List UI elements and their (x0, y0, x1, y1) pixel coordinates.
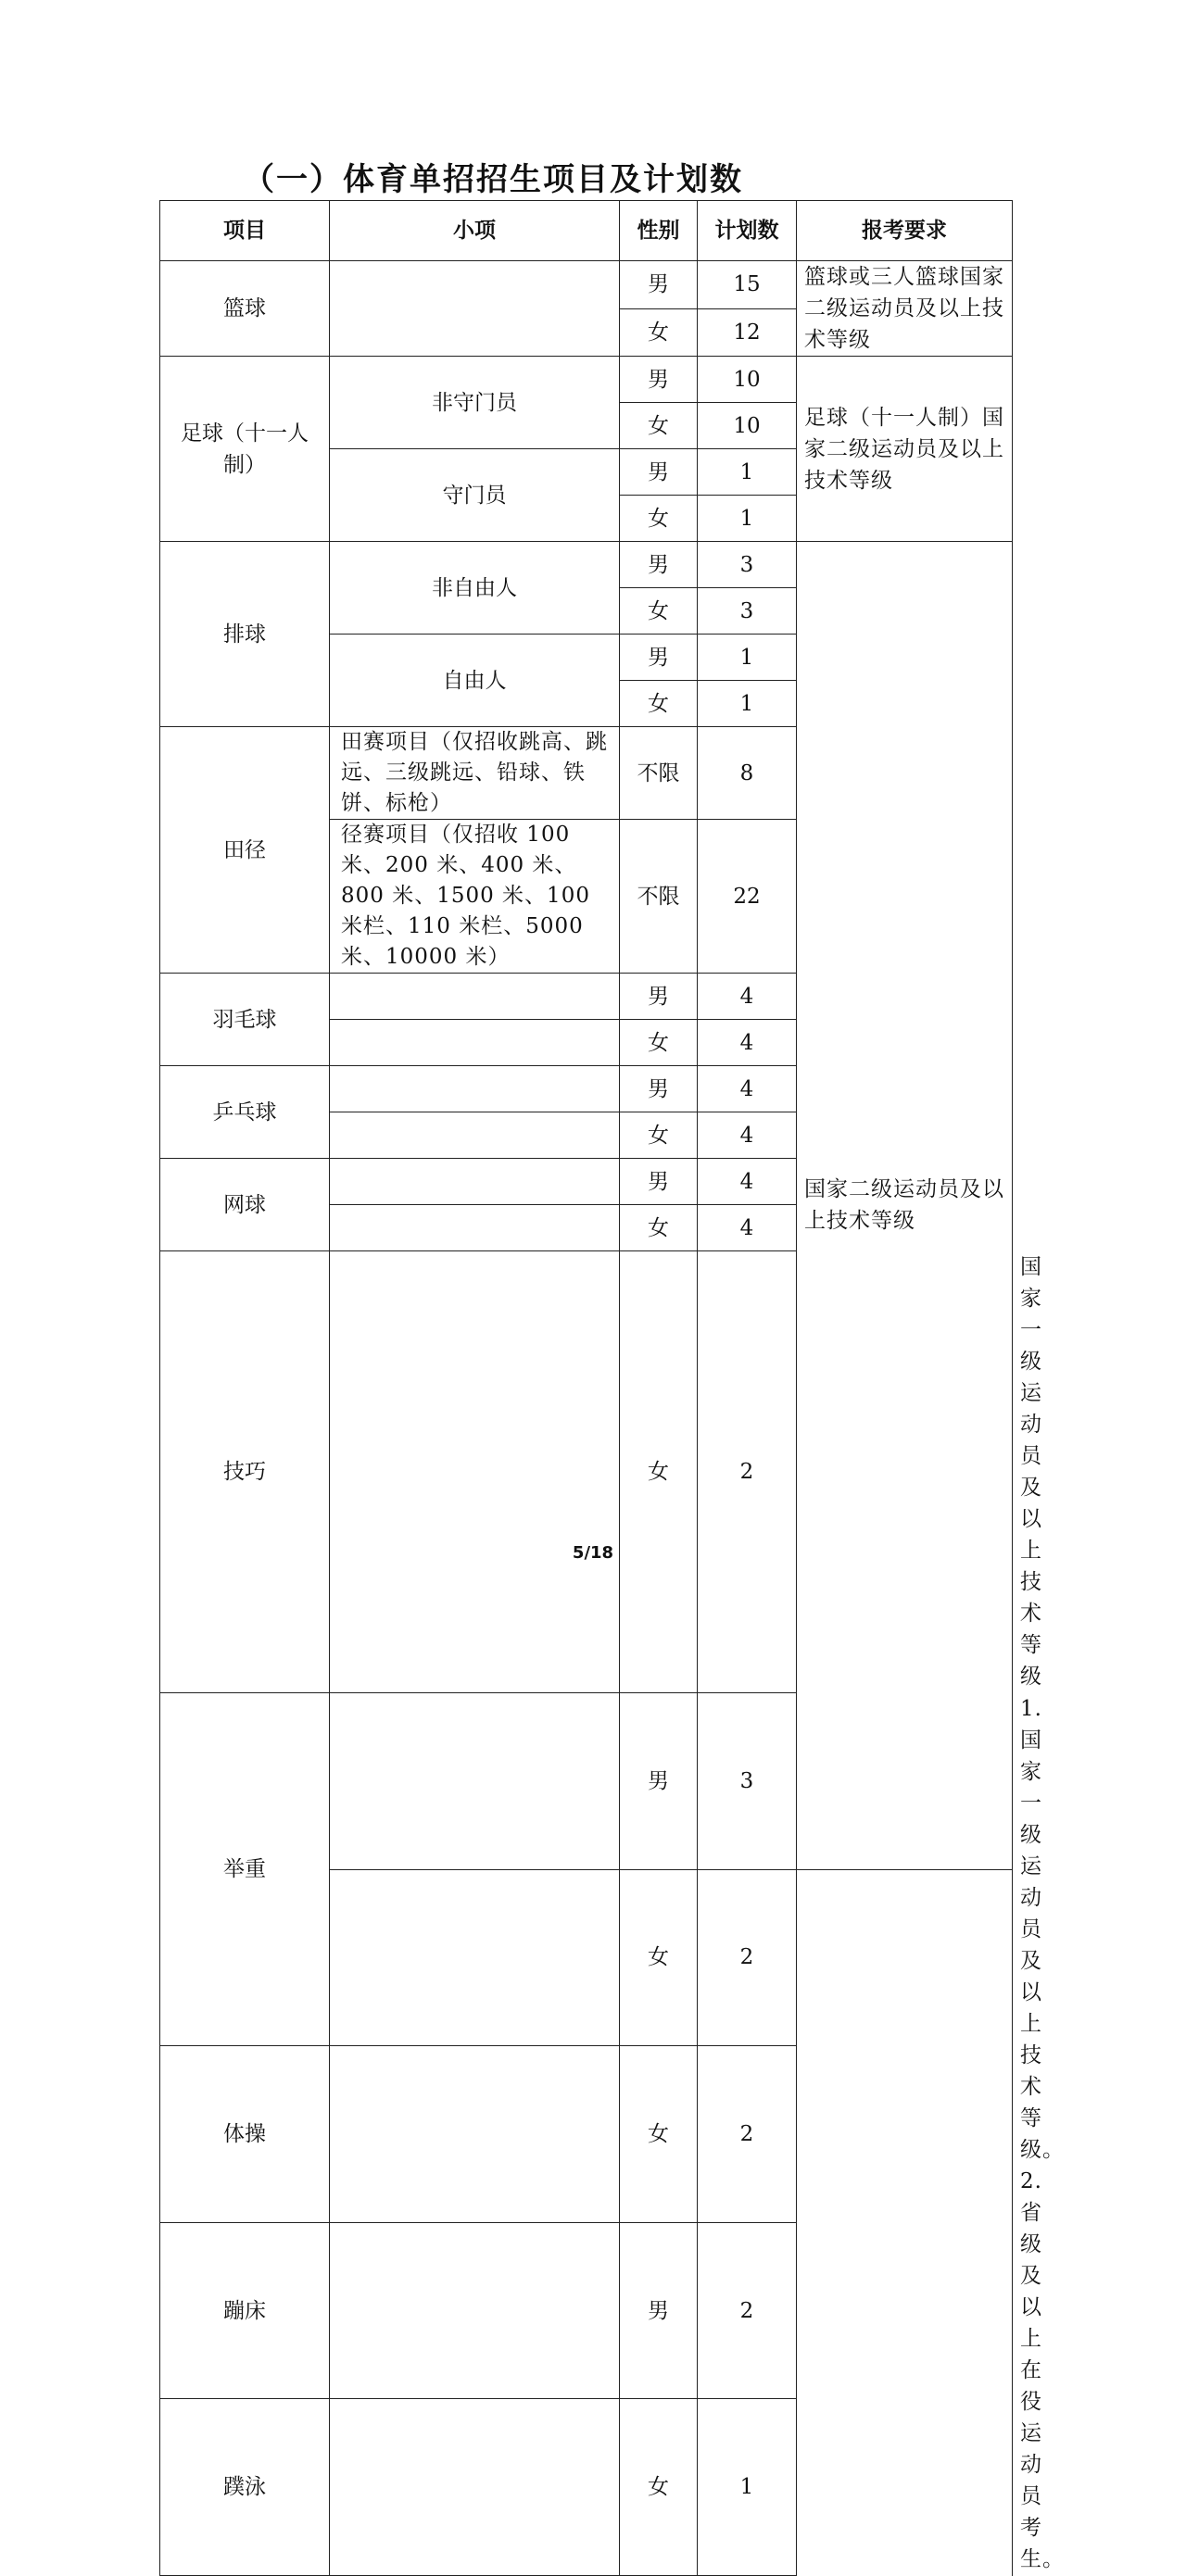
table-row (160, 357, 1013, 403)
item-cell: 蹦床 (160, 2222, 330, 2399)
gender-cell: 男 (620, 357, 698, 403)
requirement-cell: 足球（十一人制）国家二级运动员及以上技术等级 (797, 357, 1013, 542)
requirement-cell: 国家二级运动员及以上技术等级 (797, 542, 1013, 1870)
gender-cell: 女 (620, 496, 698, 542)
plan-cell: 2 (698, 2046, 797, 2223)
gender-cell: 女 (620, 308, 698, 357)
gender-cell: 男 (620, 261, 698, 309)
plan-cell: 4 (698, 974, 797, 1020)
item-cell: 田径 (160, 727, 330, 974)
plan-cell: 10 (698, 357, 797, 403)
plan-cell: 1 (698, 681, 797, 727)
sub-cell (330, 1112, 620, 1159)
plan-cell: 2 (698, 2222, 797, 2399)
item-cell: 体操 (160, 2046, 330, 2223)
page-number: 5/18 (572, 1543, 614, 1563)
plan-cell: 2 (698, 1251, 797, 1693)
gender-cell: 男 (620, 974, 698, 1020)
item-cell: 羽毛球 (160, 974, 330, 1066)
item-cell: 蹼泳 (160, 2399, 330, 2576)
plan-cell: 4 (698, 1112, 797, 1159)
sub-cell (330, 1020, 620, 1066)
plan-cell: 3 (698, 588, 797, 635)
table-row (160, 2046, 1013, 2223)
header-sub: 小项 (330, 201, 620, 261)
plan-cell: 1 (698, 496, 797, 542)
gender-cell: 男 (620, 1066, 698, 1112)
item-cell: 排球 (160, 542, 330, 727)
sub-cell: 非自由人 (330, 542, 620, 635)
gender-cell: 女 (620, 588, 698, 635)
gender-cell: 女 (620, 403, 698, 449)
item-cell: 乒乓球 (160, 1066, 330, 1159)
sub-cell (330, 1251, 620, 1693)
sub-cell (330, 2046, 620, 2223)
sub-cell: 非守门员 (330, 357, 620, 449)
gender-cell: 女 (620, 2399, 698, 2576)
gender-cell: 男 (620, 449, 698, 496)
item-cell: 技巧 (160, 1251, 330, 1693)
table-row (160, 2399, 1013, 2576)
gender-cell: 女 (620, 1020, 698, 1066)
plan-cell: 3 (698, 1693, 797, 1870)
plan-cell: 12 (698, 308, 797, 357)
plan-cell: 4 (698, 1159, 797, 1205)
plan-cell: 15 (698, 261, 797, 309)
sub-cell: 守门员 (330, 449, 620, 542)
table-row (160, 542, 1013, 588)
table-row: 举重 男 3 1. 国家一级运动员及以上技术等级。 2. 省级及以上在役运动员考生。 (160, 1693, 1013, 1870)
sub-cell: 自由人 (330, 635, 620, 727)
sub-cell (330, 261, 620, 357)
table-header-row (160, 201, 1013, 261)
sub-cell: 田赛项目（仅招收跳高、跳远、三级跳远、铅球、铁饼、标枪） (330, 727, 620, 820)
item-cell: 篮球 (160, 261, 330, 357)
gender-cell: 女 (620, 1251, 698, 1693)
plan-cell: 4 (698, 1205, 797, 1251)
item-cell: 举重 (160, 1693, 330, 2046)
enrollment-plan-table (159, 200, 1065, 2576)
gender-cell: 男 (620, 1159, 698, 1205)
plan-cell: 22 (698, 820, 797, 974)
plan-cell: 3 (698, 542, 797, 588)
sub-cell (330, 974, 620, 1020)
item-cell: 足球（十一人制） (160, 357, 330, 542)
item-cell: 网球 (160, 1159, 330, 1251)
plan-cell: 8 (698, 727, 797, 820)
sub-cell (330, 2399, 620, 2576)
plan-cell: 4 (698, 1066, 797, 1112)
plan-cell: 10 (698, 403, 797, 449)
sub-cell (330, 2222, 620, 2399)
header-item: 项目 (160, 201, 330, 261)
header-requirement: 报考要求 (797, 201, 1013, 261)
header-gender: 性别 (620, 201, 698, 261)
gender-cell: 女 (620, 1112, 698, 1159)
table-row: 技巧 女 2 国家一级运动员及以上技术等级 (160, 1251, 1013, 1693)
gender-cell: 女 (620, 2046, 698, 2223)
gender-cell: 男 (620, 1693, 698, 1870)
gender-cell: 女 (620, 1205, 698, 1251)
sub-cell (330, 1693, 620, 1870)
section-title: （一）体育单招招生项目及计划数 (243, 161, 743, 198)
plan-cell: 2 (698, 1869, 797, 2046)
plan-cell: 1 (698, 635, 797, 681)
plan-cell: 1 (698, 2399, 797, 2576)
table-row (160, 261, 1013, 309)
gender-cell: 不限 (620, 820, 698, 974)
plan-cell: 1 (698, 449, 797, 496)
sub-cell (330, 1066, 620, 1112)
gender-cell: 男 (620, 635, 698, 681)
sub-cell (330, 1205, 620, 1251)
gender-cell: 不限 (620, 727, 698, 820)
gender-cell: 女 (620, 681, 698, 727)
table-row (160, 2222, 1013, 2399)
plan-cell: 4 (698, 1020, 797, 1066)
requirement-cell: 篮球或三人篮球国家二级运动员及以上技术等级 (797, 261, 1013, 357)
sub-cell: 径赛项目（仅招收 100 米、200 米、400 米、800 米、1500 米、100 米栏、110 米栏、5000 米、10000 米） (330, 820, 620, 974)
sub-cell (330, 1869, 620, 2046)
sub-cell (330, 1159, 620, 1205)
gender-cell: 男 (620, 542, 698, 588)
gender-cell: 女 (620, 1869, 698, 2046)
gender-cell: 男 (620, 2222, 698, 2399)
header-plan: 计划数 (698, 201, 797, 261)
